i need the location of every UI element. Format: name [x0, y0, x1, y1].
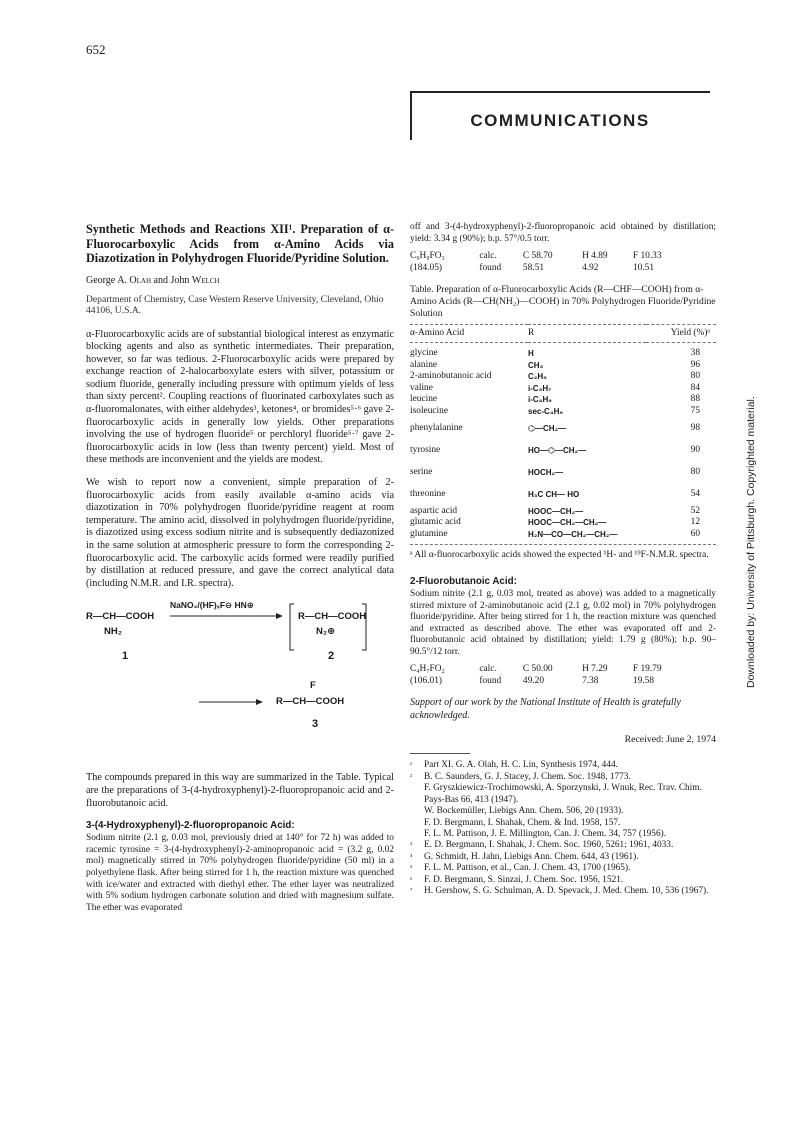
download-notice: Downloaded by: University of Pittsburgh. Copyrighted material.	[745, 396, 757, 688]
tyrosine-procedure-heading: 3-(4-Hydroxyphenyl)-2-fluoropropanoic Acid:	[86, 820, 295, 832]
table-body	[410, 342, 716, 540]
analysis-tyrosine-product	[410, 251, 716, 274]
reference-item	[410, 885, 716, 897]
header-yield: Yield (%)ᵃ	[646, 324, 716, 342]
affiliation: Department of Chemistry, Case Western Reserve University, Cleveland, Ohio 44106, U.S.A.	[86, 293, 384, 316]
cell-yield: 80	[690, 466, 700, 477]
summary-paragraph: The compounds prepared in this way are summarized in the Table. Typical are the preparations of 3-(4-hydroxyphenyl)-2-fluoropropanoic acid and 2-fluorobutanoic acid.	[86, 772, 394, 809]
cell-acid: leucine	[410, 394, 438, 405]
cell-yield: 75	[690, 406, 700, 417]
c-found: 49.20	[522, 675, 545, 686]
f-found: 19.58	[632, 675, 654, 686]
calc-label: calc.	[479, 251, 497, 262]
page-number: 652	[86, 42, 106, 57]
cell-r: HOOC—CH₂—	[528, 506, 584, 516]
cell-yield: 80	[690, 371, 700, 382]
reference-number: ⁵	[410, 864, 413, 873]
cell-r: i-C₄H₉	[528, 395, 552, 405]
cell-acid: tyrosine	[410, 444, 441, 455]
reactant-formula: R—CH—COOH	[86, 611, 155, 623]
reference-text: F. Gryszkiewicz-Trochimowski, A. Sporzynski, J. Wnuk, Rec. Trav. Chim. Pays-Bas 66, 413 (1947).	[424, 783, 702, 805]
section-title: COMMUNICATIONS	[470, 111, 650, 130]
reference-text: B. C. Saunders, G. J. Stacey, J. Chem. Soc. 1948, 1773.	[424, 771, 631, 782]
molecular-weight: (106.01)	[410, 675, 443, 686]
reference-number: ²	[410, 772, 413, 781]
reference-text: H. Gershow, S. G. Schulman, A. D. Spevack, J. Med. Chem. 10, 536 (1967).	[424, 885, 709, 896]
cell-r: sec-C₄H₉	[528, 407, 563, 417]
calc-label: calc.	[479, 664, 497, 675]
acknowledgement: Support of our work by the National Institute of Health is gratefully acknowledged.	[410, 697, 681, 721]
scheme-arrows	[86, 600, 394, 760]
table-row	[410, 506, 716, 518]
reference-number: ³	[410, 841, 413, 850]
found-label: found	[479, 675, 502, 686]
table-row	[410, 406, 716, 418]
tyrosine-procedure-continued: off and 3-(4-hydroxyphenyl)-2-fluoropropanoic acid obtained by distillation; yield: 3.34 g (90%); b.p. 57°/0.5 torr.	[410, 222, 716, 244]
table-row	[410, 484, 716, 506]
cell-acid: threonine	[410, 488, 446, 499]
author-welch: Welch	[191, 274, 220, 286]
analysis-butanoic-product	[410, 664, 716, 687]
cell-r: H	[528, 349, 534, 359]
reference-text: W. Bockemüller, Liebigs Ann. Chem. 506, 20 (1933).	[424, 806, 624, 817]
cell-acid: glycine	[410, 348, 438, 359]
cell-r: HOCH₂—	[528, 467, 564, 477]
tyrosine-procedure-text: Sodium nitrite (2.1 g, 0.03 mol, previously dried at 140° for 72 h) was added to racemic tyrosine = 3-(4-hydroxyphenyl)-2-aminopropanoic acid = (3.2 g, 0.02 mol) magnetically stirred in 70% polyhydrogen fluoride/pyridine (50 ml) in a polyethylene flask. After being stirred for 1 h, the reaction mixture was quenched with ice/water and extracted with diethyl ether. The ether layer was neutralized with 5% sodium hydrogen carbonate solution and dried with magnesium sulfate. The ether was evaporated	[86, 833, 394, 913]
cell-acid: 2-aminobutanoic acid	[410, 371, 492, 382]
article-title: Synthetic Methods and Reactions XII¹. Preparation of α-Fluorocarboxylic Acids from α-Amino Acids via Diazotization in Polyhydrogen Fluoride/Pyridine Solution.	[86, 222, 394, 265]
f-calc: F 19.79	[632, 664, 662, 675]
reactant-substituent: NH₂	[104, 626, 122, 638]
author-olah: Olah	[129, 274, 152, 286]
cell-acid: isoleucine	[410, 406, 449, 417]
reference-item	[424, 783, 716, 806]
c-calc: C 50.00	[522, 664, 553, 675]
header-r: R	[528, 324, 646, 342]
cell-r: ⌬—CH₂—	[528, 423, 567, 433]
cell-acid: alanine	[410, 359, 438, 370]
cell-yield: 84	[690, 382, 700, 393]
c-calc: C 58.70	[522, 251, 553, 262]
formula: C₄H₇FO₂	[410, 664, 445, 675]
intermediate-formula: R—CH—COOH	[298, 611, 367, 623]
cell-acid: serine	[410, 466, 433, 477]
cell-r: i-C₃H₇	[528, 383, 552, 393]
cell-acid: glutamine	[410, 528, 448, 539]
intermediate-substituent: N₂⊕	[316, 626, 336, 638]
compound-number-3: 3	[312, 718, 319, 731]
reference-item	[410, 840, 716, 851]
h-calc: H 7.29	[582, 664, 608, 675]
h-found: 7.38	[582, 675, 599, 686]
reference-number: ⁴	[410, 852, 413, 861]
right-column	[410, 222, 716, 897]
authors	[86, 275, 394, 286]
reference-text: F. L. M. Pattison, J. E. Millington, Can. J. Chem. 34, 757 (1956).	[424, 828, 667, 839]
table-row	[410, 371, 716, 383]
cell-r: H₃C CH— HO	[528, 489, 580, 499]
cell-r: H₂N—CO—CH₂—CH₂—	[528, 529, 618, 539]
table-row	[410, 440, 716, 462]
compound-number-2: 2	[328, 650, 335, 663]
cell-r: HO—⌬—CH₂—	[528, 445, 587, 455]
reference-text: F. D. Bergmann, I. Shahak, Chem. & Ind. 1958, 157.	[424, 817, 621, 828]
reference-text: Part XI. G. A. Olah, H. C. Lin, Synthesis 1974, 444.	[424, 760, 618, 771]
cell-yield: 98	[690, 422, 700, 433]
results-table	[410, 324, 716, 541]
table-caption: Table. Preparation of α-Fluorocarboxylic Acids (R—CHF—COOH) from α-Amino Acids (R—CH(NH₂)—COOH) in 70% Polyhydrogen Fluoride/Pyridine Solution	[410, 284, 716, 319]
reference-text: E. D. Bergmann, I. Shahak, J. Chem. Soc. 1960, 5261; 1961, 4033.	[424, 840, 674, 851]
product-fluorine: F	[310, 680, 316, 692]
references-list	[410, 760, 716, 897]
reference-item	[424, 818, 716, 829]
authors-prefix: George A.	[86, 274, 130, 286]
section-banner	[410, 91, 710, 140]
formula: C₉H₉FO₃	[410, 251, 445, 262]
cell-acid: glutamic acid	[410, 517, 461, 528]
reference-number: ⁶	[410, 875, 413, 884]
received-date: Received: June 2, 1974	[624, 734, 716, 746]
f-calc: F 10.33	[632, 251, 662, 262]
reference-item	[410, 874, 716, 886]
cell-yield: 60	[690, 528, 700, 539]
cell-yield: 54	[690, 488, 700, 499]
banner-rule-horizontal	[410, 91, 710, 93]
cell-acid: aspartic acid	[410, 505, 458, 516]
table-row	[410, 517, 716, 529]
reference-item	[410, 863, 716, 874]
table-header-row	[410, 324, 716, 342]
cell-yield: 38	[690, 348, 700, 359]
method-paragraph: We wish to report now a convenient, simple preparation of 2-fluorocarboxylic acids from easily available α-amino acids via diazotization in 70% polyhydrogen fluoride/pyridine reagent at room temperature. The amino acid, dissolved in polyhydrogen fluoride/pyridine, is diazotized using excess sodium nitrite and is subsequently dediazonized in the same solution at atmospheric pressure to form the corresponding 2-fluorocarboxylic acid. The carboxylic acids formed were readily purified by distillation at reduced pressure, and gave the correct analytical data (including N.M.R. and I.R. spectra).	[86, 477, 394, 589]
reference-item	[410, 760, 716, 771]
reference-item	[410, 771, 716, 783]
table-footnote: ᵃ All α-fluorocarboxylic acids showed the expected ¹H- and ¹⁹F-N.M.R. spectra.	[410, 544, 716, 562]
cell-yield: 90	[690, 444, 700, 455]
h-calc: H 4.89	[582, 251, 608, 262]
f-found: 10.51	[632, 262, 654, 273]
reference-text: G. Schmidt, H. Jahn, Liebigs Ann. Chem. 644, 43 (1961).	[424, 851, 639, 862]
table-row	[410, 394, 716, 406]
cell-r: HOOC—CH₂—CH₂—	[528, 518, 607, 528]
reference-text: F. D. Bergmann, S. Sinzai, J. Chem. Soc. 1956, 1521.	[424, 874, 624, 885]
table-row	[410, 529, 716, 541]
table-row	[410, 462, 716, 484]
authors-mid: and John	[151, 274, 192, 286]
cell-acid: valine	[410, 382, 433, 393]
found-label: found	[479, 262, 502, 273]
butanoic-procedure-text: Sodium nitrite (2.1 g, 0.03 mol, treated as above) was added to a magnetically stirred mixture of 2-aminobutanoic acid (2.1 g, 0.02 mol) in 70% polyhydrogen fluoride/pyridine. After being stirred for 1 h, the reaction mixture was quenched and extracted as described above. The ether was evaporated off and 2-fluorobutanoic acid obtained by distillation; yield: 1.79 g (80%); b.p. 90–90.5°/12 torr.	[410, 588, 716, 657]
cell-acid: phenylalanine	[410, 422, 463, 433]
reference-number: ⁷	[410, 886, 413, 895]
cell-r: CH₃	[528, 360, 544, 370]
butanoic-procedure-heading: 2-Fluorobutanoic Acid:	[410, 575, 517, 587]
cell-yield: 52	[690, 505, 700, 516]
reference-item	[410, 851, 716, 863]
reaction-scheme	[86, 600, 394, 760]
table-row	[410, 418, 716, 440]
cell-yield: 96	[690, 359, 700, 370]
cell-yield: 88	[690, 394, 700, 405]
scheme-reagent: NaNO₂/(HF)ₓF⊖ HN⊕	[170, 600, 254, 611]
table-row	[410, 360, 716, 372]
left-column	[86, 222, 394, 920]
molecular-weight: (184.05)	[410, 262, 443, 273]
compound-number-1: 1	[122, 650, 129, 663]
cell-r: C₂H₅	[528, 372, 547, 382]
references-rule	[410, 753, 470, 754]
reference-item	[424, 806, 716, 817]
table-row	[410, 383, 716, 395]
table-row	[410, 348, 716, 360]
reference-item	[424, 829, 716, 840]
h-found: 4.92	[582, 262, 599, 273]
product-formula: R—CH—COOH	[276, 696, 345, 708]
reference-number: ¹	[410, 761, 413, 770]
intro-paragraph: α-Fluorocarboxylic acids are of substantial biological interest as enzymatic blocking agents and also as synthetic intermediates. Their preparation, however, so far was tedious. 2-Fluorocarboxylic acids were prepared by exchange reaction of 2-halocarboxylate esters with silver, potassium or sodium fluoride, generally including pressure with optimum yields of less than sixty percent². Coupling reactions of fluorinated carboxylates such as α-fluoromalonates, with either aldehydes³, ketones⁴, or bromides⁵·⁶ gave 2-fluorocarboxylic acids in generally low yields. Other preparations involving the use of hydrogen fluoride⁵ or perchloryl fluoride⁵·⁷ gave 2-fluorocarboxylic acids in low (less than twenty percent) yield. Most of these methods are inconvenient and the yields are modest.	[86, 328, 394, 466]
reference-text: F. L. M. Pattison, et al., Can. J. Chem. 43, 1700 (1965).	[424, 863, 631, 874]
cell-yield: 12	[690, 517, 700, 528]
header-amino-acid: α-Amino Acid	[410, 324, 528, 342]
c-found: 58.51	[522, 262, 545, 273]
